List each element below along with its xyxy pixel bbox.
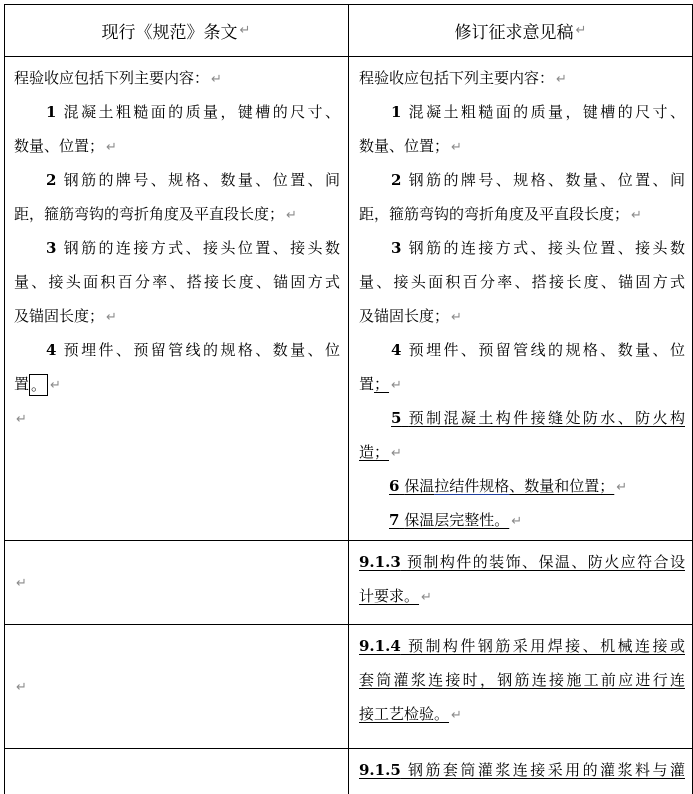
- table-border-left: [4, 4, 5, 794]
- list-item-cont: 及锚固长度； ↵: [359, 307, 462, 325]
- list-item: 4 预埋件、预留管线的规格、数量、位: [391, 341, 685, 359]
- current-code-cell: [14, 61, 340, 435]
- clause-line: 9.1.5 钢筋套筒灌浆连接采用的灌浆料与灌: [359, 761, 685, 779]
- header-current-code: [4, 4, 348, 56]
- list-item-cont: 置 。 ↵: [14, 375, 61, 394]
- list-item-cont: 造； ↵: [359, 443, 402, 461]
- empty-left-cell: ↵: [16, 680, 27, 695]
- revision-draft-cell: [359, 61, 685, 537]
- list-item-cont: 距，箍筋弯钩的弯折角度及平直段长度； ↵: [14, 205, 297, 223]
- list-item: 2 钢筋的牌号、规格、数量、位置、间: [46, 171, 340, 189]
- clause-line: 9.1.3 预制构件的装饰、保温、防火应符合设: [359, 553, 685, 571]
- list-item-cont: 量、接头面积百分率、搭接长度、锚固方式: [359, 273, 685, 291]
- list-item: 3 钢筋的连接方式、接头位置、接头数: [391, 239, 685, 257]
- header-revision-draft: [349, 4, 692, 56]
- list-item-cont: 数量、位置； ↵: [359, 137, 462, 155]
- list-item: 3 钢筋的连接方式、接头位置、接头数: [46, 239, 340, 257]
- clause-line: 9.1.4 预制构件钢筋采用焊接、机械连接或: [359, 637, 685, 655]
- list-item: 1 混凝土粗糙面的质量，键槽的尺寸、: [46, 103, 340, 121]
- clause-9-1-3: [359, 545, 685, 613]
- para-mark: ↵: [239, 22, 251, 38]
- list-item-cont: 置； ↵: [359, 375, 402, 393]
- clause-line: 套筒灌浆连接时，钢筋连接施工前应进行连: [359, 671, 685, 689]
- column-divider: [348, 4, 349, 794]
- empty-paragraph: ↵: [16, 412, 27, 427]
- cursor-box: 。: [31, 376, 47, 394]
- list-item-added: 5 预制混凝土构件接缝处防水、防火构: [391, 409, 685, 427]
- list-item-cont: 数量、位置； ↵: [14, 137, 117, 155]
- header-right-title: 修订征求意见稿: [454, 22, 574, 43]
- list-item-added: 7 保温层完整性。 ↵: [389, 511, 523, 529]
- header-left-title: 现行《规范》条文: [101, 22, 238, 43]
- list-item-cont: 及锚固长度； ↵: [14, 307, 117, 325]
- clause-9-1-5: [359, 753, 685, 787]
- list-item-cont: 量、接头面积百分率、搭接长度、锚固方式: [14, 273, 340, 291]
- list-item: 1 混凝土粗糙面的质量，键槽的尺寸、: [391, 103, 685, 121]
- clause-9-1-4: [359, 629, 685, 731]
- list-item: 4 预埋件、预留管线的规格、数量、位: [46, 341, 340, 359]
- clause-line: 接工艺检验。 ↵: [359, 705, 462, 723]
- list-item-added: 6 保温拉结件规格、数量和位置； ↵: [389, 477, 628, 495]
- comparison-table: [4, 4, 693, 794]
- list-item: 2 钢筋的牌号、规格、数量、位置、间: [391, 171, 685, 189]
- empty-left-cell: ↵: [16, 576, 27, 591]
- para-mark: ↵: [575, 22, 587, 38]
- list-item-cont: 距，箍筋弯钩的弯折角度及平直段长度； ↵: [359, 205, 642, 223]
- clause-line: 计要求。 ↵: [359, 587, 432, 605]
- intro-line: 程验收应包括下列主要内容： ↵: [359, 69, 567, 87]
- intro-line: 程验收应包括下列主要内容： ↵: [14, 69, 222, 87]
